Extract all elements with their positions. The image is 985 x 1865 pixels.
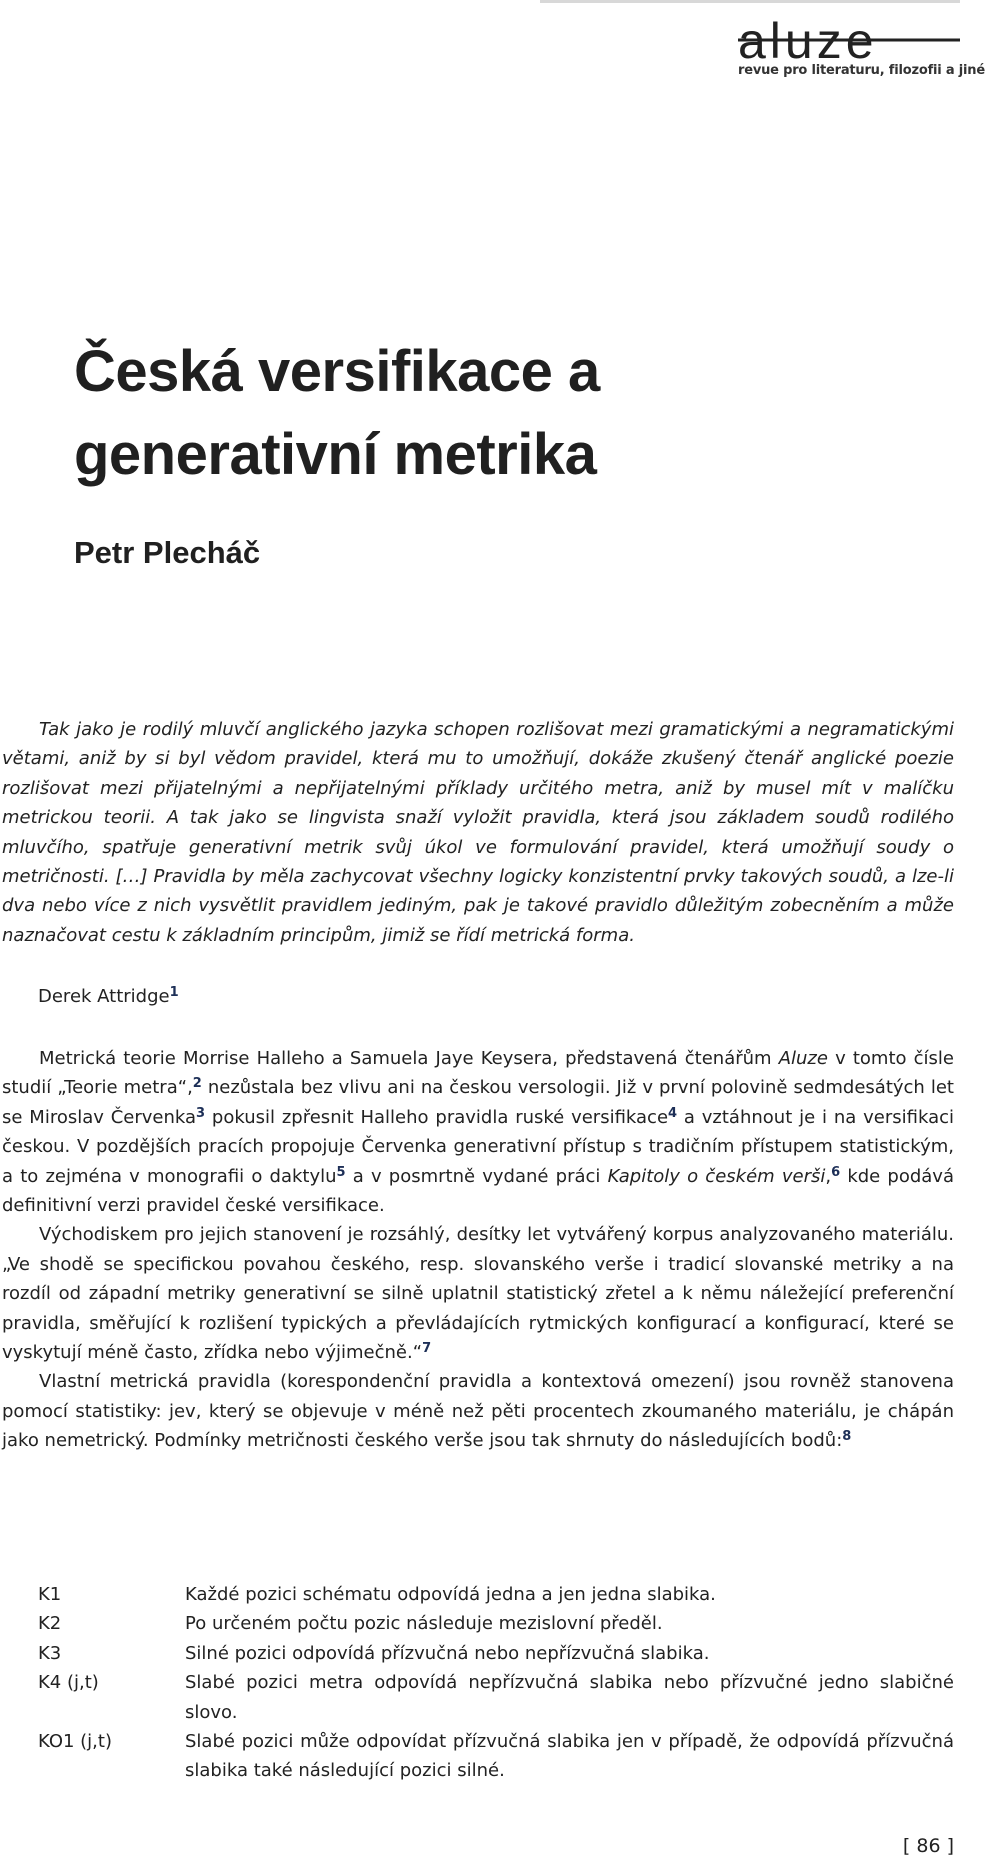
paragraph-1 bbox=[2, 1044, 954, 1220]
epigraph-author: Derek Attridge bbox=[38, 986, 170, 1007]
condition-item bbox=[38, 1668, 954, 1727]
paragraph-3 bbox=[2, 1367, 954, 1455]
text-span: Vlastní metrická pravidla (korespondenční pravidla a kontextová omezení) jsou rovněž stanovena pomocí statistiky: jev, který se objevuje v méně než pěti procentech zkoumaného materiálu, je chápán jako nemetrický. Podmínky metričnosti českého verše jsou tak shrnuty do následujících bodů: bbox=[2, 1371, 954, 1452]
footnote-ref[interactable]: 2 bbox=[192, 1076, 202, 1092]
paragraph-2 bbox=[2, 1220, 954, 1367]
footnote-ref[interactable]: 8 bbox=[842, 1429, 852, 1445]
text-span: a v posmrtně vydané práci bbox=[345, 1165, 608, 1187]
condition-label: K2 bbox=[38, 1613, 62, 1635]
text-span: Metrická teorie Morrise Halleho a Samuela Jaye Keysera, představená čtenářům bbox=[39, 1048, 779, 1069]
footnote-ref[interactable]: 5 bbox=[336, 1164, 346, 1180]
article-title: Česká versifikace a generativní metrika bbox=[74, 339, 600, 487]
journal-name: Aluze bbox=[778, 1048, 828, 1069]
conditions-list bbox=[38, 1580, 954, 1786]
condition-text: Silné pozici odpovídá přízvučná nebo nepřízvučná slabika. bbox=[185, 1642, 710, 1664]
condition-text: Slabé pozici může odpovídat přízvučná slabika jen v případě, že odpovídá přízvučná slabika také následující pozici silné. bbox=[185, 1731, 954, 1782]
text-span: v tomto čísle studií „Teorie metra“, bbox=[2, 1048, 955, 1099]
footnote-ref[interactable]: 4 bbox=[668, 1105, 678, 1121]
condition-item bbox=[38, 1580, 954, 1609]
condition-label: K1 bbox=[38, 1584, 62, 1605]
footnote-ref[interactable]: 6 bbox=[831, 1164, 841, 1180]
footnote-ref[interactable]: 1 bbox=[169, 985, 179, 1000]
text-span: nezůstala bez vlivu ani na českou versologii. Již v první polovině sedmdesátých let se Miroslav Červenka bbox=[2, 1077, 954, 1128]
text-span: Východiskem pro jejich stanovení je rozsáhlý, desítky let vytvářený korpus analyzovaného materiálu. „Ve shodě se specifickou povahou českého, resp. slovanského verše i tradicí slovanské metriky a na rozdíl od západní metriky generativní se silně uplatnil statistický zřetel a k němu náležející preferenční pravidla, směřující k rozlišení typických a převládajících rytmických konfigurací a konfigurací, které se vyskytují méně často, zřídka nebo výjimečně.“ bbox=[2, 1224, 954, 1364]
condition-text: Každé pozici schématu odpovídá jedna a jen jedna slabika. bbox=[185, 1584, 716, 1605]
condition-item bbox=[38, 1639, 954, 1668]
text-span: , bbox=[825, 1165, 832, 1187]
svg-text:aluze: aluze bbox=[738, 13, 878, 69]
epigraph bbox=[2, 715, 954, 950]
article-author: Petr Plecháč bbox=[74, 535, 261, 570]
book-title: Kapitoly o českém verši bbox=[607, 1165, 826, 1187]
top-rule bbox=[540, 0, 960, 3]
page-number: [ 86 ] bbox=[902, 1835, 954, 1857]
condition-item bbox=[38, 1609, 954, 1638]
epigraph-source bbox=[38, 986, 179, 1007]
epigraph-text: Tak jako je rodilý mluvčí anglického jazyka schopen rozlišovat mezi gramatickými a negramatickými větami, aniž by si byl vědom pravidel, která mu to umožňují, dokáže zkušený čtenář anglické poezie rozlišovat mezi přijatelnými a nepřijatelnými příklady určitého metra, aniž by musel mít v malíčku metrickou teorii. A tak jako se lingvista snaží vyložit pravidla, která jsou základem soudů rodilého mluvčího, spatřuje generativní metrik svůj úkol ve formulování pravidel, která umožňují soudy o metričnosti. […] Pravidla by měla zachycovat všechny logicky konzistentní prvky takových soudů, a lze-li dva nebo více z nich vysvětlit pravidlem jediným, pak je takové pravidlo důležitým zobecněním a může naznačovat cestu k základním principům, jimiž se řídí metrická forma. bbox=[2, 719, 954, 946]
article-body bbox=[2, 1044, 954, 1456]
footnote-ref[interactable]: 7 bbox=[422, 1341, 432, 1357]
text-span: pokusil zpřesnit Halleho pravidla ruské versifikace bbox=[205, 1106, 669, 1128]
text-span: a vztáhnout je i na versifikaci českou. V pozdějších pracích propojuje Červenka generativní přístup s tradičním přístupem statistickým, a to zejména v monografii o daktylu bbox=[2, 1106, 954, 1187]
footnote-ref[interactable]: 3 bbox=[196, 1105, 206, 1121]
text-span: kde podává definitivní verzi pravidel české versifikace. bbox=[2, 1165, 954, 1217]
logo-subtitle: revue pro literaturu, filozofii a jiné bbox=[738, 63, 985, 78]
condition-label: KO1 (j,t) bbox=[38, 1731, 112, 1753]
condition-text: Slabé pozici metra odpovídá nepřízvučná slabika nebo přízvučné jedno slabičné slovo. bbox=[185, 1672, 954, 1723]
condition-label: K3 bbox=[38, 1642, 62, 1664]
condition-item bbox=[38, 1727, 954, 1786]
condition-label: K4 (j,t) bbox=[38, 1672, 99, 1694]
condition-text: Po určeném počtu pozic následuje mezislovní předěl. bbox=[185, 1613, 663, 1635]
